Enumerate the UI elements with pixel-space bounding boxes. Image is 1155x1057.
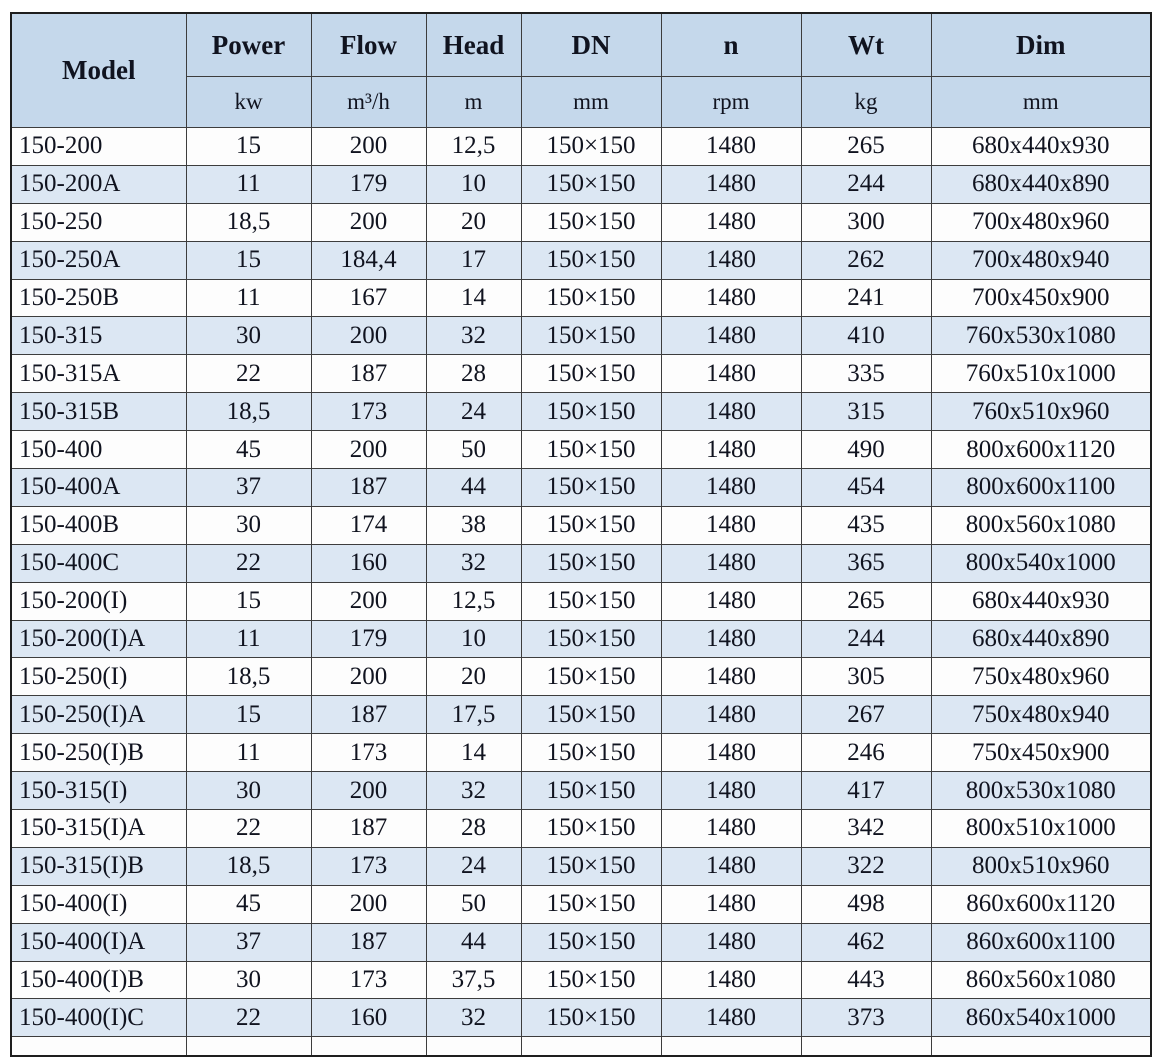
- cell-n: 1480: [661, 923, 801, 961]
- table-row: [11, 241, 1151, 279]
- cell-dn: 150×150: [521, 734, 661, 772]
- cell-flow: 173: [311, 734, 426, 772]
- partial-row-cutoff: [11, 1037, 1151, 1057]
- cell-flow: 160: [311, 999, 426, 1037]
- cell-dn: 150×150: [521, 469, 661, 507]
- cell-power: 30: [186, 506, 311, 544]
- cell-empty: [311, 1037, 426, 1057]
- cell-wt: 365: [801, 544, 931, 582]
- table-row: [11, 506, 1151, 544]
- cell-head: 32: [426, 317, 521, 355]
- cell-dim: 760x530x1080: [931, 317, 1151, 355]
- cell-model: 150-200A: [11, 165, 186, 203]
- cell-model: 150-250B: [11, 279, 186, 317]
- cell-n: 1480: [661, 431, 801, 469]
- cell-empty: [931, 1037, 1151, 1057]
- cell-power: 22: [186, 999, 311, 1037]
- cell-dn: 150×150: [521, 165, 661, 203]
- cell-model: 150-400(I)A: [11, 923, 186, 961]
- cell-n: 1480: [661, 961, 801, 999]
- cell-model: 150-250A: [11, 241, 186, 279]
- cell-n: 1480: [661, 203, 801, 241]
- cell-power: 30: [186, 317, 311, 355]
- pump-spec-table: [10, 12, 1152, 1057]
- cell-head: 24: [426, 847, 521, 885]
- cell-dn: 150×150: [521, 620, 661, 658]
- cell-n: 1480: [661, 393, 801, 431]
- cell-power: 18,5: [186, 658, 311, 696]
- table-row: [11, 923, 1151, 961]
- cell-power: 15: [186, 582, 311, 620]
- cell-n: 1480: [661, 582, 801, 620]
- table-row: [11, 999, 1151, 1037]
- cell-wt: 262: [801, 241, 931, 279]
- cell-head: 12,5: [426, 128, 521, 166]
- table-row: [11, 355, 1151, 393]
- cell-dn: 150×150: [521, 696, 661, 734]
- cell-dn: 150×150: [521, 658, 661, 696]
- cell-wt: 417: [801, 772, 931, 810]
- cell-n: 1480: [661, 847, 801, 885]
- unit-head: m: [426, 77, 521, 128]
- table-row: [11, 128, 1151, 166]
- unit-power: kw: [186, 77, 311, 128]
- cell-n: 1480: [661, 241, 801, 279]
- cell-flow: 179: [311, 620, 426, 658]
- cell-dn: 150×150: [521, 393, 661, 431]
- cell-flow: 200: [311, 582, 426, 620]
- table-row: [11, 734, 1151, 772]
- cell-head: 32: [426, 772, 521, 810]
- column-header-head: Head: [426, 13, 521, 77]
- cell-head: 24: [426, 393, 521, 431]
- cell-dn: 150×150: [521, 203, 661, 241]
- cell-head: 32: [426, 999, 521, 1037]
- cell-model: 150-200: [11, 128, 186, 166]
- cell-dim: 800x600x1120: [931, 431, 1151, 469]
- cell-dim: 800x510x1000: [931, 810, 1151, 848]
- cell-head: 50: [426, 431, 521, 469]
- cell-flow: 200: [311, 431, 426, 469]
- cell-model: 150-400(I): [11, 885, 186, 923]
- cell-empty: [186, 1037, 311, 1057]
- table-row: [11, 961, 1151, 999]
- cell-head: 17: [426, 241, 521, 279]
- column-header-flow: Flow: [311, 13, 426, 77]
- cell-head: 44: [426, 469, 521, 507]
- unit-n: rpm: [661, 77, 801, 128]
- cell-head: 14: [426, 279, 521, 317]
- cell-dn: 150×150: [521, 772, 661, 810]
- table-row: [11, 582, 1151, 620]
- cell-flow: 200: [311, 317, 426, 355]
- cell-n: 1480: [661, 734, 801, 772]
- column-header-dn: DN: [521, 13, 661, 77]
- cell-dn: 150×150: [521, 923, 661, 961]
- cell-dn: 150×150: [521, 885, 661, 923]
- column-header-n: n: [661, 13, 801, 77]
- cell-model: 150-400A: [11, 469, 186, 507]
- column-header-power: Power: [186, 13, 311, 77]
- cell-n: 1480: [661, 317, 801, 355]
- table-row: [11, 544, 1151, 582]
- cell-wt: 410: [801, 317, 931, 355]
- cell-wt: 265: [801, 582, 931, 620]
- cell-n: 1480: [661, 696, 801, 734]
- cell-flow: 200: [311, 203, 426, 241]
- cell-power: 22: [186, 810, 311, 848]
- cell-power: 15: [186, 241, 311, 279]
- cell-head: 44: [426, 923, 521, 961]
- cell-dim: 760x510x1000: [931, 355, 1151, 393]
- table-row: [11, 317, 1151, 355]
- cell-flow: 174: [311, 506, 426, 544]
- cell-flow: 167: [311, 279, 426, 317]
- cell-wt: 498: [801, 885, 931, 923]
- cell-power: 15: [186, 696, 311, 734]
- cell-head: 28: [426, 810, 521, 848]
- cell-flow: 173: [311, 847, 426, 885]
- cell-dn: 150×150: [521, 847, 661, 885]
- cell-power: 11: [186, 279, 311, 317]
- column-header-wt: Wt: [801, 13, 931, 77]
- cell-flow: 200: [311, 772, 426, 810]
- cell-n: 1480: [661, 885, 801, 923]
- cell-head: 12,5: [426, 582, 521, 620]
- cell-dn: 150×150: [521, 241, 661, 279]
- cell-wt: 373: [801, 999, 931, 1037]
- cell-dim: 800x560x1080: [931, 506, 1151, 544]
- cell-dim: 700x480x940: [931, 241, 1151, 279]
- cell-empty: [426, 1037, 521, 1057]
- cell-model: 150-400: [11, 431, 186, 469]
- cell-dn: 150×150: [521, 810, 661, 848]
- cell-model: 150-400C: [11, 544, 186, 582]
- cell-wt: 244: [801, 165, 931, 203]
- table-body: [11, 128, 1151, 1057]
- cell-head: 32: [426, 544, 521, 582]
- unit-flow: m³/h: [311, 77, 426, 128]
- cell-wt: 265: [801, 128, 931, 166]
- cell-wt: 267: [801, 696, 931, 734]
- cell-n: 1480: [661, 355, 801, 393]
- cell-flow: 173: [311, 393, 426, 431]
- cell-power: 37: [186, 469, 311, 507]
- cell-dim: 680x440x890: [931, 165, 1151, 203]
- cell-dim: 680x440x890: [931, 620, 1151, 658]
- cell-dim: 750x480x960: [931, 658, 1151, 696]
- cell-dn: 150×150: [521, 279, 661, 317]
- cell-n: 1480: [661, 810, 801, 848]
- cell-model: 150-250(I)B: [11, 734, 186, 772]
- cell-empty: [661, 1037, 801, 1057]
- cell-power: 45: [186, 431, 311, 469]
- cell-flow: 187: [311, 355, 426, 393]
- cell-model: 150-250(I): [11, 658, 186, 696]
- cell-model: 150-315(I)A: [11, 810, 186, 848]
- cell-flow: 160: [311, 544, 426, 582]
- cell-dim: 700x480x960: [931, 203, 1151, 241]
- cell-dim: 860x540x1000: [931, 999, 1151, 1037]
- cell-dn: 150×150: [521, 128, 661, 166]
- cell-dn: 150×150: [521, 999, 661, 1037]
- column-header-dim: Dim: [931, 13, 1151, 77]
- cell-n: 1480: [661, 999, 801, 1037]
- cell-model: 150-315(I)B: [11, 847, 186, 885]
- cell-model: 150-200(I): [11, 582, 186, 620]
- cell-n: 1480: [661, 165, 801, 203]
- cell-dim: 800x600x1100: [931, 469, 1151, 507]
- cell-power: 11: [186, 620, 311, 658]
- cell-wt: 244: [801, 620, 931, 658]
- cell-flow: 187: [311, 810, 426, 848]
- cell-wt: 322: [801, 847, 931, 885]
- cell-wt: 454: [801, 469, 931, 507]
- cell-head: 14: [426, 734, 521, 772]
- cell-flow: 200: [311, 885, 426, 923]
- table-row: [11, 393, 1151, 431]
- cell-power: 30: [186, 961, 311, 999]
- cell-wt: 305: [801, 658, 931, 696]
- cell-empty: [801, 1037, 931, 1057]
- cell-wt: 342: [801, 810, 931, 848]
- cell-wt: 315: [801, 393, 931, 431]
- cell-dim: 750x450x900: [931, 734, 1151, 772]
- cell-dim: 800x530x1080: [931, 772, 1151, 810]
- cell-wt: 335: [801, 355, 931, 393]
- cell-n: 1480: [661, 469, 801, 507]
- cell-head: 17,5: [426, 696, 521, 734]
- cell-n: 1480: [661, 544, 801, 582]
- cell-n: 1480: [661, 128, 801, 166]
- column-header-model: Model: [11, 13, 186, 128]
- cell-flow: 187: [311, 696, 426, 734]
- cell-empty: [521, 1037, 661, 1057]
- cell-power: 18,5: [186, 203, 311, 241]
- cell-head: 38: [426, 506, 521, 544]
- cell-empty: [11, 1037, 186, 1057]
- cell-power: 15: [186, 128, 311, 166]
- cell-dim: 700x450x900: [931, 279, 1151, 317]
- cell-model: 150-400(I)C: [11, 999, 186, 1037]
- cell-head: 20: [426, 658, 521, 696]
- table-row: [11, 772, 1151, 810]
- cell-flow: 200: [311, 658, 426, 696]
- cell-n: 1480: [661, 620, 801, 658]
- unit-wt: kg: [801, 77, 931, 128]
- cell-flow: 187: [311, 923, 426, 961]
- table-row: [11, 165, 1151, 203]
- cell-n: 1480: [661, 279, 801, 317]
- cell-wt: 435: [801, 506, 931, 544]
- cell-n: 1480: [661, 506, 801, 544]
- table-row: [11, 810, 1151, 848]
- cell-model: 150-250: [11, 203, 186, 241]
- cell-wt: 246: [801, 734, 931, 772]
- unit-dim: mm: [931, 77, 1151, 128]
- cell-dim: 800x540x1000: [931, 544, 1151, 582]
- table-row: [11, 847, 1151, 885]
- cell-model: 150-400(I)B: [11, 961, 186, 999]
- cell-dim: 860x600x1100: [931, 923, 1151, 961]
- cell-power: 22: [186, 355, 311, 393]
- table-row: [11, 431, 1151, 469]
- cell-dn: 150×150: [521, 544, 661, 582]
- table-row: [11, 620, 1151, 658]
- table-row: [11, 658, 1151, 696]
- cell-dim: 860x600x1120: [931, 885, 1151, 923]
- cell-dn: 150×150: [521, 961, 661, 999]
- cell-power: 22: [186, 544, 311, 582]
- cell-wt: 300: [801, 203, 931, 241]
- table-header: [11, 13, 1151, 128]
- cell-power: 30: [186, 772, 311, 810]
- cell-flow: 173: [311, 961, 426, 999]
- cell-model: 150-315(I): [11, 772, 186, 810]
- cell-model: 150-315B: [11, 393, 186, 431]
- cell-head: 50: [426, 885, 521, 923]
- cell-flow: 200: [311, 128, 426, 166]
- cell-flow: 187: [311, 469, 426, 507]
- table-row: [11, 279, 1151, 317]
- cell-head: 10: [426, 620, 521, 658]
- header-row-labels: [11, 13, 1151, 77]
- cell-dim: 760x510x960: [931, 393, 1151, 431]
- cell-dim: 750x480x940: [931, 696, 1151, 734]
- cell-power: 18,5: [186, 393, 311, 431]
- cell-power: 37: [186, 923, 311, 961]
- cell-flow: 179: [311, 165, 426, 203]
- cell-flow: 184,4: [311, 241, 426, 279]
- cell-head: 20: [426, 203, 521, 241]
- cell-dn: 150×150: [521, 431, 661, 469]
- cell-dn: 150×150: [521, 582, 661, 620]
- cell-dim: 800x510x960: [931, 847, 1151, 885]
- table-row: [11, 885, 1151, 923]
- cell-head: 28: [426, 355, 521, 393]
- cell-model: 150-200(I)A: [11, 620, 186, 658]
- cell-wt: 490: [801, 431, 931, 469]
- table-row: [11, 469, 1151, 507]
- cell-model: 150-315A: [11, 355, 186, 393]
- cell-dim: 680x440x930: [931, 582, 1151, 620]
- cell-head: 10: [426, 165, 521, 203]
- cell-model: 150-400B: [11, 506, 186, 544]
- cell-dim: 860x560x1080: [931, 961, 1151, 999]
- unit-dn: mm: [521, 77, 661, 128]
- cell-n: 1480: [661, 658, 801, 696]
- cell-wt: 241: [801, 279, 931, 317]
- cell-power: 11: [186, 165, 311, 203]
- cell-model: 150-250(I)A: [11, 696, 186, 734]
- cell-dn: 150×150: [521, 317, 661, 355]
- cell-power: 18,5: [186, 847, 311, 885]
- cell-head: 37,5: [426, 961, 521, 999]
- table-row: [11, 203, 1151, 241]
- cell-wt: 462: [801, 923, 931, 961]
- cell-power: 11: [186, 734, 311, 772]
- cell-model: 150-315: [11, 317, 186, 355]
- table-row: [11, 696, 1151, 734]
- cell-power: 45: [186, 885, 311, 923]
- cell-dim: 680x440x930: [931, 128, 1151, 166]
- cell-dn: 150×150: [521, 506, 661, 544]
- cell-n: 1480: [661, 772, 801, 810]
- cell-wt: 443: [801, 961, 931, 999]
- cell-dn: 150×150: [521, 355, 661, 393]
